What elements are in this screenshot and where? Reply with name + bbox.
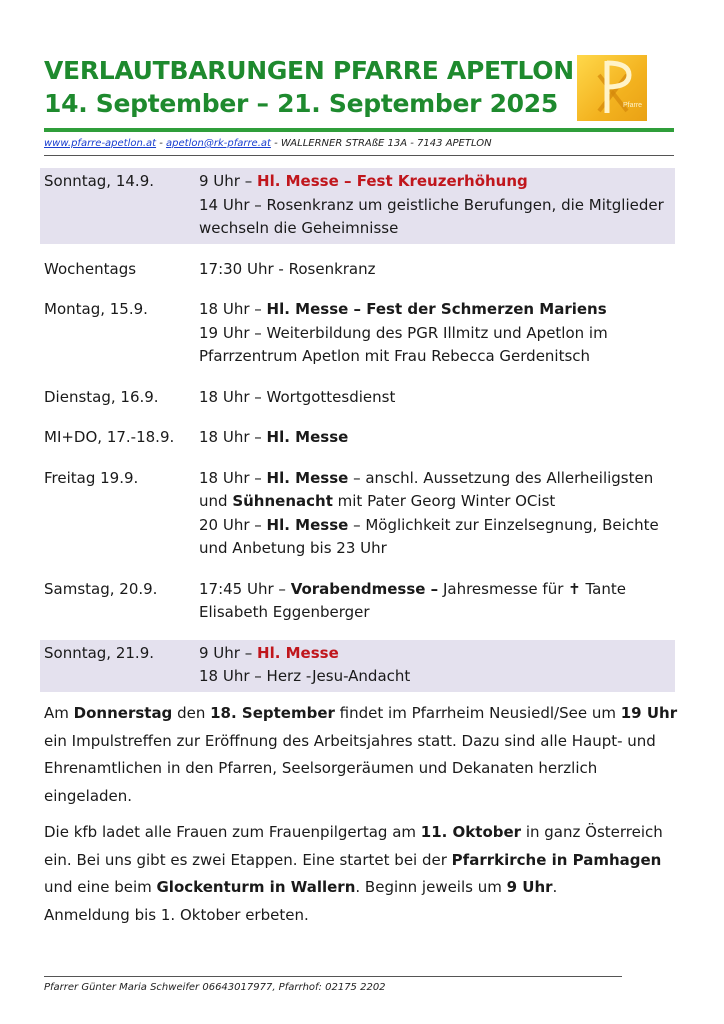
schedule-events <box>199 298 671 369</box>
event-line: 18 Uhr – Hl. Messe <box>199 428 349 446</box>
address: WALLERNER STRAßE 13A - 7143 APETLON <box>280 138 492 149</box>
schedule-day: Dienstag, 16.9. <box>44 387 159 406</box>
schedule-row-saturday-20 <box>40 576 675 628</box>
schedule-row-weekdays <box>40 256 675 285</box>
announcement-paragraph: Am Donnerstag den 18. September findet im Pfarrheim Neusiedl/See um 19 Uhr ein Impulstreffen zur Eröffnung des Arbeitsjahres statt. Dazu sind alle Haupt- und Ehrenamtlichen in den Pfarren, Seelsorgeräumen und Dekanaten herzlich eingeladen. <box>44 704 678 805</box>
schedule-row-monday-15 <box>40 296 675 372</box>
event-line: 9 Uhr – Hl. Messe <box>199 643 339 662</box>
schedule-events <box>199 170 671 241</box>
schedule-row-sunday-14 <box>40 168 675 244</box>
schedule-events <box>199 386 671 410</box>
footer-text: Pfarrer Günter Maria Schweifer 06643017977, Pfarrhof: 02175 2202 <box>44 982 386 993</box>
event-line: 9 Uhr – Hl. Messe – Fest Kreuzerhöhung <box>199 172 528 190</box>
event-line: 18 Uhr – Wortgottesdienst <box>199 387 396 406</box>
schedule-events <box>199 258 671 282</box>
schedule-table <box>40 168 675 704</box>
schedule-day: Freitag 19.9. <box>44 468 139 487</box>
event-line: 19 Uhr – Weiterbildung des PGR Illmitz und Apetlon im Pfarrzentrum Apetlon mit Frau Rebecca Gerdenitsch <box>199 323 608 365</box>
logo-text: Pfarre <box>623 102 643 109</box>
schedule-row-wed-thu <box>40 424 675 453</box>
schedule-day: Wochentags <box>44 259 137 278</box>
schedule-events <box>199 426 671 450</box>
schedule-day: Sonntag, 21.9. <box>44 643 155 662</box>
event-line: 17:30 Uhr - Rosenkranz <box>199 259 376 278</box>
header-divider <box>44 128 674 132</box>
contact-line <box>44 138 492 149</box>
event-line: 18 Uhr – Hl. Messe – anschl. Aussetzung des Allerheiligsten und Sühnenacht mit Pater Georg Winter OCist <box>199 468 654 510</box>
parish-logo <box>577 55 647 121</box>
announcement-paragraph: Die kfb ladet alle Frauen zum Frauenpilgertag am 11. Oktober in ganz Österreich ein. Bei uns gibt es zwei Etappen. Eine startet bei der Pfarrkirche in Pamhagen und eine beim Glockenturm in Wallern. Beginn jeweils um 9 Uhr. Anmeldung bis 1. Oktober erbeten. <box>44 823 663 924</box>
contact-separator: - <box>156 138 167 149</box>
contact-divider <box>44 155 674 156</box>
footer-divider <box>44 976 622 977</box>
title-line-1: VERLAUTBARUNGEN PFARRE APETLON <box>44 56 574 85</box>
schedule-row-friday-19 <box>40 465 675 564</box>
schedule-row-tuesday-16 <box>40 384 675 413</box>
event-line: 18 Uhr – Herz -Jesu-Andacht <box>199 667 411 685</box>
schedule-day: Montag, 15.9. <box>44 300 148 318</box>
schedule-events <box>199 578 671 625</box>
event-line: 17:45 Uhr – Vorabendmesse – Jahresmesse für ✝ Tante Elisabeth Eggenberger <box>199 579 626 621</box>
cross-icon: ✝ <box>568 579 581 598</box>
event-line: 18 Uhr – Hl. Messe – Fest der Schmerzen Mariens <box>199 300 607 318</box>
contact-separator: - <box>270 138 281 149</box>
email-link[interactable]: apetlon@rk-pfarre.at <box>166 138 271 149</box>
schedule-day: MI+DO, 17.-18.9. <box>44 428 175 446</box>
schedule-events <box>199 467 671 561</box>
schedule-events <box>199 642 671 689</box>
chi-rho-logo-icon <box>577 55 647 121</box>
event-line: 14 Uhr – Rosenkranz um geistliche Berufungen, die Mitglieder wechseln die Geheimnisse <box>199 195 664 237</box>
page-title <box>44 54 574 120</box>
schedule-day: Sonntag, 14.9. <box>44 172 155 190</box>
title-line-2: 14. September – 21. September 2025 <box>44 89 558 118</box>
schedule-day: Samstag, 20.9. <box>44 579 158 598</box>
website-link[interactable]: www.pfarre-apetlon.at <box>44 138 157 149</box>
event-line: 20 Uhr – Hl. Messe – Möglichkeit zur Einzelsegnung, Beichte und Anbetung bis 23 Uhr <box>199 515 659 557</box>
schedule-row-sunday-21 <box>40 640 675 692</box>
